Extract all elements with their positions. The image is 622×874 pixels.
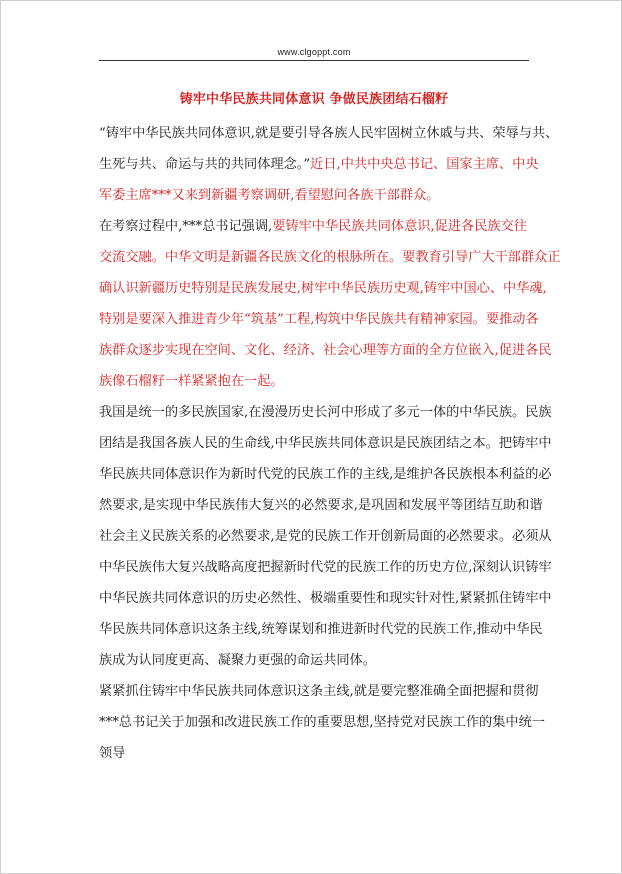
- text-run: “铸牢中华民族共同体意识,就是要引导各族人民牢固树立休戚与共、荣辱与共、: [99, 126, 559, 141]
- text-line: [99, 490, 543, 521]
- paragraph: [99, 676, 545, 769]
- text-line: [99, 645, 531, 676]
- header-site-url: www.clgoppt.com: [277, 47, 351, 57]
- text-line: [99, 614, 543, 645]
- text-run: 领导: [99, 746, 126, 761]
- text-line: [99, 459, 552, 490]
- text-run: 华民族共同体意识作为新时代党的民族工作的主线,是维护各民族根本利益的必: [99, 467, 552, 482]
- highlighted-text: 要铸牢中华民族共同体意识,促进各民族交往: [272, 219, 527, 234]
- highlighted-text: 特别是要深入推进青少年“筑基”工程,构筑中华民族共有精神家园。要推动各: [99, 312, 539, 327]
- text-line: [99, 366, 531, 397]
- highlighted-text: 确认识新疆历史特别是民族发展史,树牢中华民族历史观,铸牢中国心、中华魂,: [99, 281, 547, 296]
- highlighted-text: 交流交融。中华文明是新疆各民族文化的根脉所在。要教育引导广大干部群众正: [99, 250, 561, 265]
- text-line: [99, 397, 552, 428]
- text-line: [99, 149, 539, 180]
- text-run: 华民族共同体意识这条主线,统筹谋划和推进新时代党的民族工作,推动中华民: [99, 622, 543, 637]
- document-title: 铸牢中华民族共同体意识 争做民族团结石榴籽: [179, 92, 449, 107]
- header-divider: [99, 60, 529, 61]
- text-line: [99, 335, 552, 366]
- text-line: [99, 707, 545, 738]
- paragraph: [99, 118, 559, 211]
- paragraph: [99, 397, 552, 676]
- text-line: [99, 304, 539, 335]
- text-line: [99, 273, 547, 304]
- highlighted-text: 近日,中共中央总书记、国家主席、中央: [310, 157, 539, 172]
- text-run: 在考察过程中,***总书记强调,: [99, 219, 273, 234]
- text-run: 中华民族伟大复兴战略高度把握新时代党的民族工作的历史方位,深刻认识铸牢: [99, 560, 552, 575]
- paragraph: [99, 211, 561, 397]
- text-line: [99, 521, 552, 552]
- text-line: [99, 242, 561, 273]
- text-run: 生死与共、命运与共的共同体理念。”: [99, 157, 311, 172]
- text-line: [99, 211, 531, 242]
- text-line: [99, 552, 552, 583]
- text-line: [99, 583, 552, 614]
- text-run: ***总书记关于加强和改进民族工作的重要思想,坚持党对民族工作的集中统一: [99, 715, 545, 730]
- text-line: [99, 118, 559, 149]
- text-line: [99, 738, 531, 769]
- text-line: [99, 180, 531, 211]
- text-run: 社会主义民族关系的必然要求,是党的民族工作开创新局面的必然要求。必须从: [99, 529, 552, 544]
- document-body: [99, 118, 561, 769]
- text-run: 紧紧抓住铸牢中华民族共同体意识这条主线,就是要完整准确全面把握和贯彻: [99, 684, 539, 699]
- text-run: 我国是统一的多民族国家,在漫漫历史长河中形成了多元一体的中华民族。民族: [99, 405, 552, 420]
- text-run: 中华民族共同体意识的历史必然性、极端重要性和现实针对性,紧紧抓住铸牢中: [99, 591, 552, 606]
- text-run: 族成为认同度更高、凝聚力更强的命运共同体。: [99, 653, 376, 668]
- highlighted-text: 族群众逐步实现在空间、文化、经济、社会心理等方面的全方位嵌入,促进各民: [99, 343, 552, 358]
- text-run: 然要求,是实现中华民族伟大复兴的必然要求,是巩固和发展平等团结互助和谐: [99, 498, 543, 513]
- text-line: [99, 676, 539, 707]
- text-run: 团结是我国各族人民的生命线,中华民族共同体意识是民族团结之本。把铸牢中: [99, 436, 552, 451]
- highlighted-text: 族像石榴籽一样紧紧抱在一起。: [99, 374, 284, 389]
- text-line: [99, 428, 552, 459]
- highlighted-text: 军委主席***又来到新疆考察调研,看望慰问各族干部群众。: [99, 188, 440, 203]
